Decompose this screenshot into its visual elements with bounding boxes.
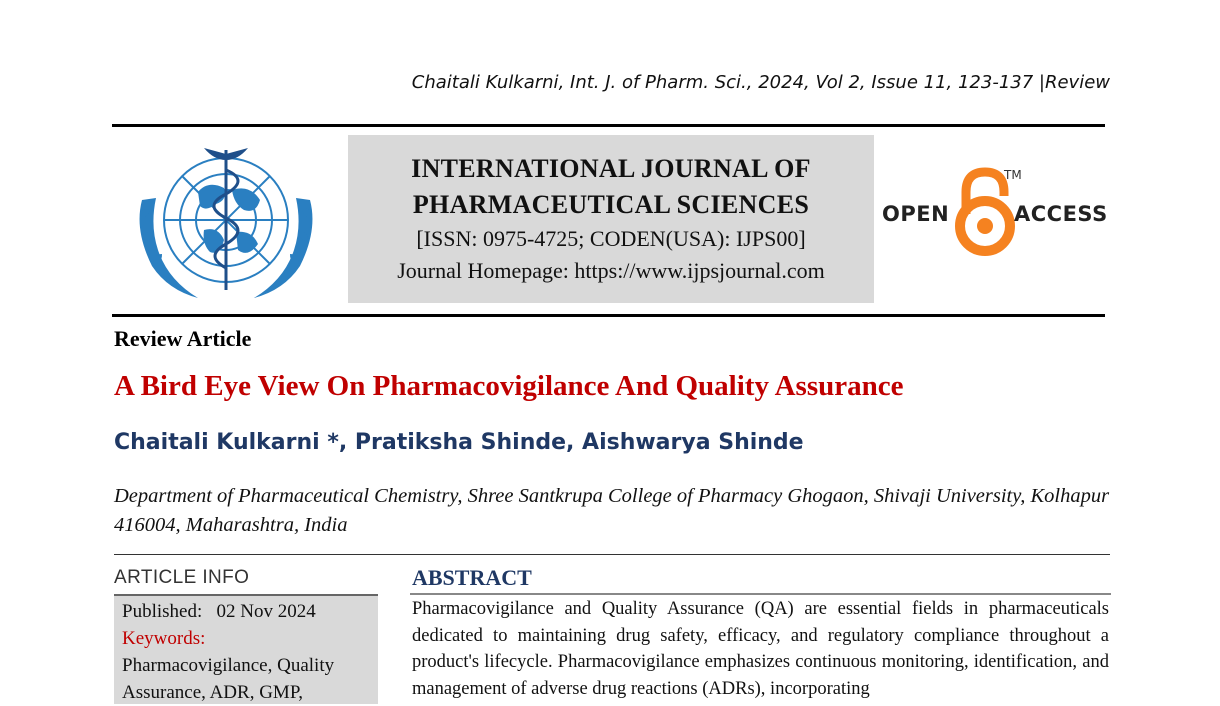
abstract-text: Pharmacovigilance and Quality Assurance (QA) are essential fields in pharmaceuticals dedicated to maintaining drug safety, efficacy, and regulatory compliance throughout a product's lifecycle. Pharmacovigilance emphasizes continuous monitoring, identification, and management of adverse drug reactions (ADRs), incorporating: [412, 599, 1109, 699]
keywords-label: Keywords:: [122, 628, 206, 649]
article-title: A Bird Eye View On Pharmacovigilance And Quality Assurance: [114, 370, 904, 402]
open-access-access-text: ACCESS: [1014, 202, 1108, 226]
journal-issn: [ISSN: 0975-4725; CODEN(USA): IJPS00]: [416, 226, 806, 251]
published-row: [122, 598, 370, 625]
header-rule-bottom: [112, 314, 1105, 317]
article-info-heading: ARTICLE INFO: [114, 567, 250, 588]
header-rule-top: [112, 124, 1105, 127]
journal-title-line1: INTERNATIONAL JOURNAL OF: [411, 154, 811, 183]
open-access-tm: TM: [1004, 168, 1022, 182]
section-divider: [114, 554, 1110, 555]
article-affiliation: Department of Pharmaceutical Chemistry, Shree Santkrupa College of Pharmacy Ghogaon, Shivaji University, Kolhapur 416004, Maharashtra, India: [114, 485, 1110, 536]
keywords-list: Pharmacovigilance, Quality Assurance, ADR, GMP,: [122, 655, 335, 703]
journal-emblem-logo: [128, 140, 324, 306]
running-citation: Chaitali Kulkarni, Int. J. of Pharm. Sci., 2024, Vol 2, Issue 11, 123-137 |Review: [411, 72, 1110, 93]
published-date: 02 Nov 2024: [216, 601, 316, 622]
journal-title-line2: PHARMACEUTICAL SCIENCES: [412, 190, 810, 219]
open-access-open-text: OPEN: [882, 202, 950, 226]
article-authors: Chaitali Kulkarni *, Pratiksha Shinde, Aishwarya Shinde: [114, 430, 804, 455]
published-label: Published:: [122, 601, 203, 622]
open-access-logo: [880, 166, 1110, 256]
journal-banner: [348, 135, 874, 303]
article-info-box: [114, 594, 378, 704]
abstract-heading: ABSTRACT: [412, 565, 532, 590]
journal-homepage[interactable]: Journal Homepage: https://www.ijpsjournal.com: [397, 258, 825, 283]
article-type: Review Article: [114, 326, 252, 351]
abstract-rule: [410, 593, 1111, 595]
